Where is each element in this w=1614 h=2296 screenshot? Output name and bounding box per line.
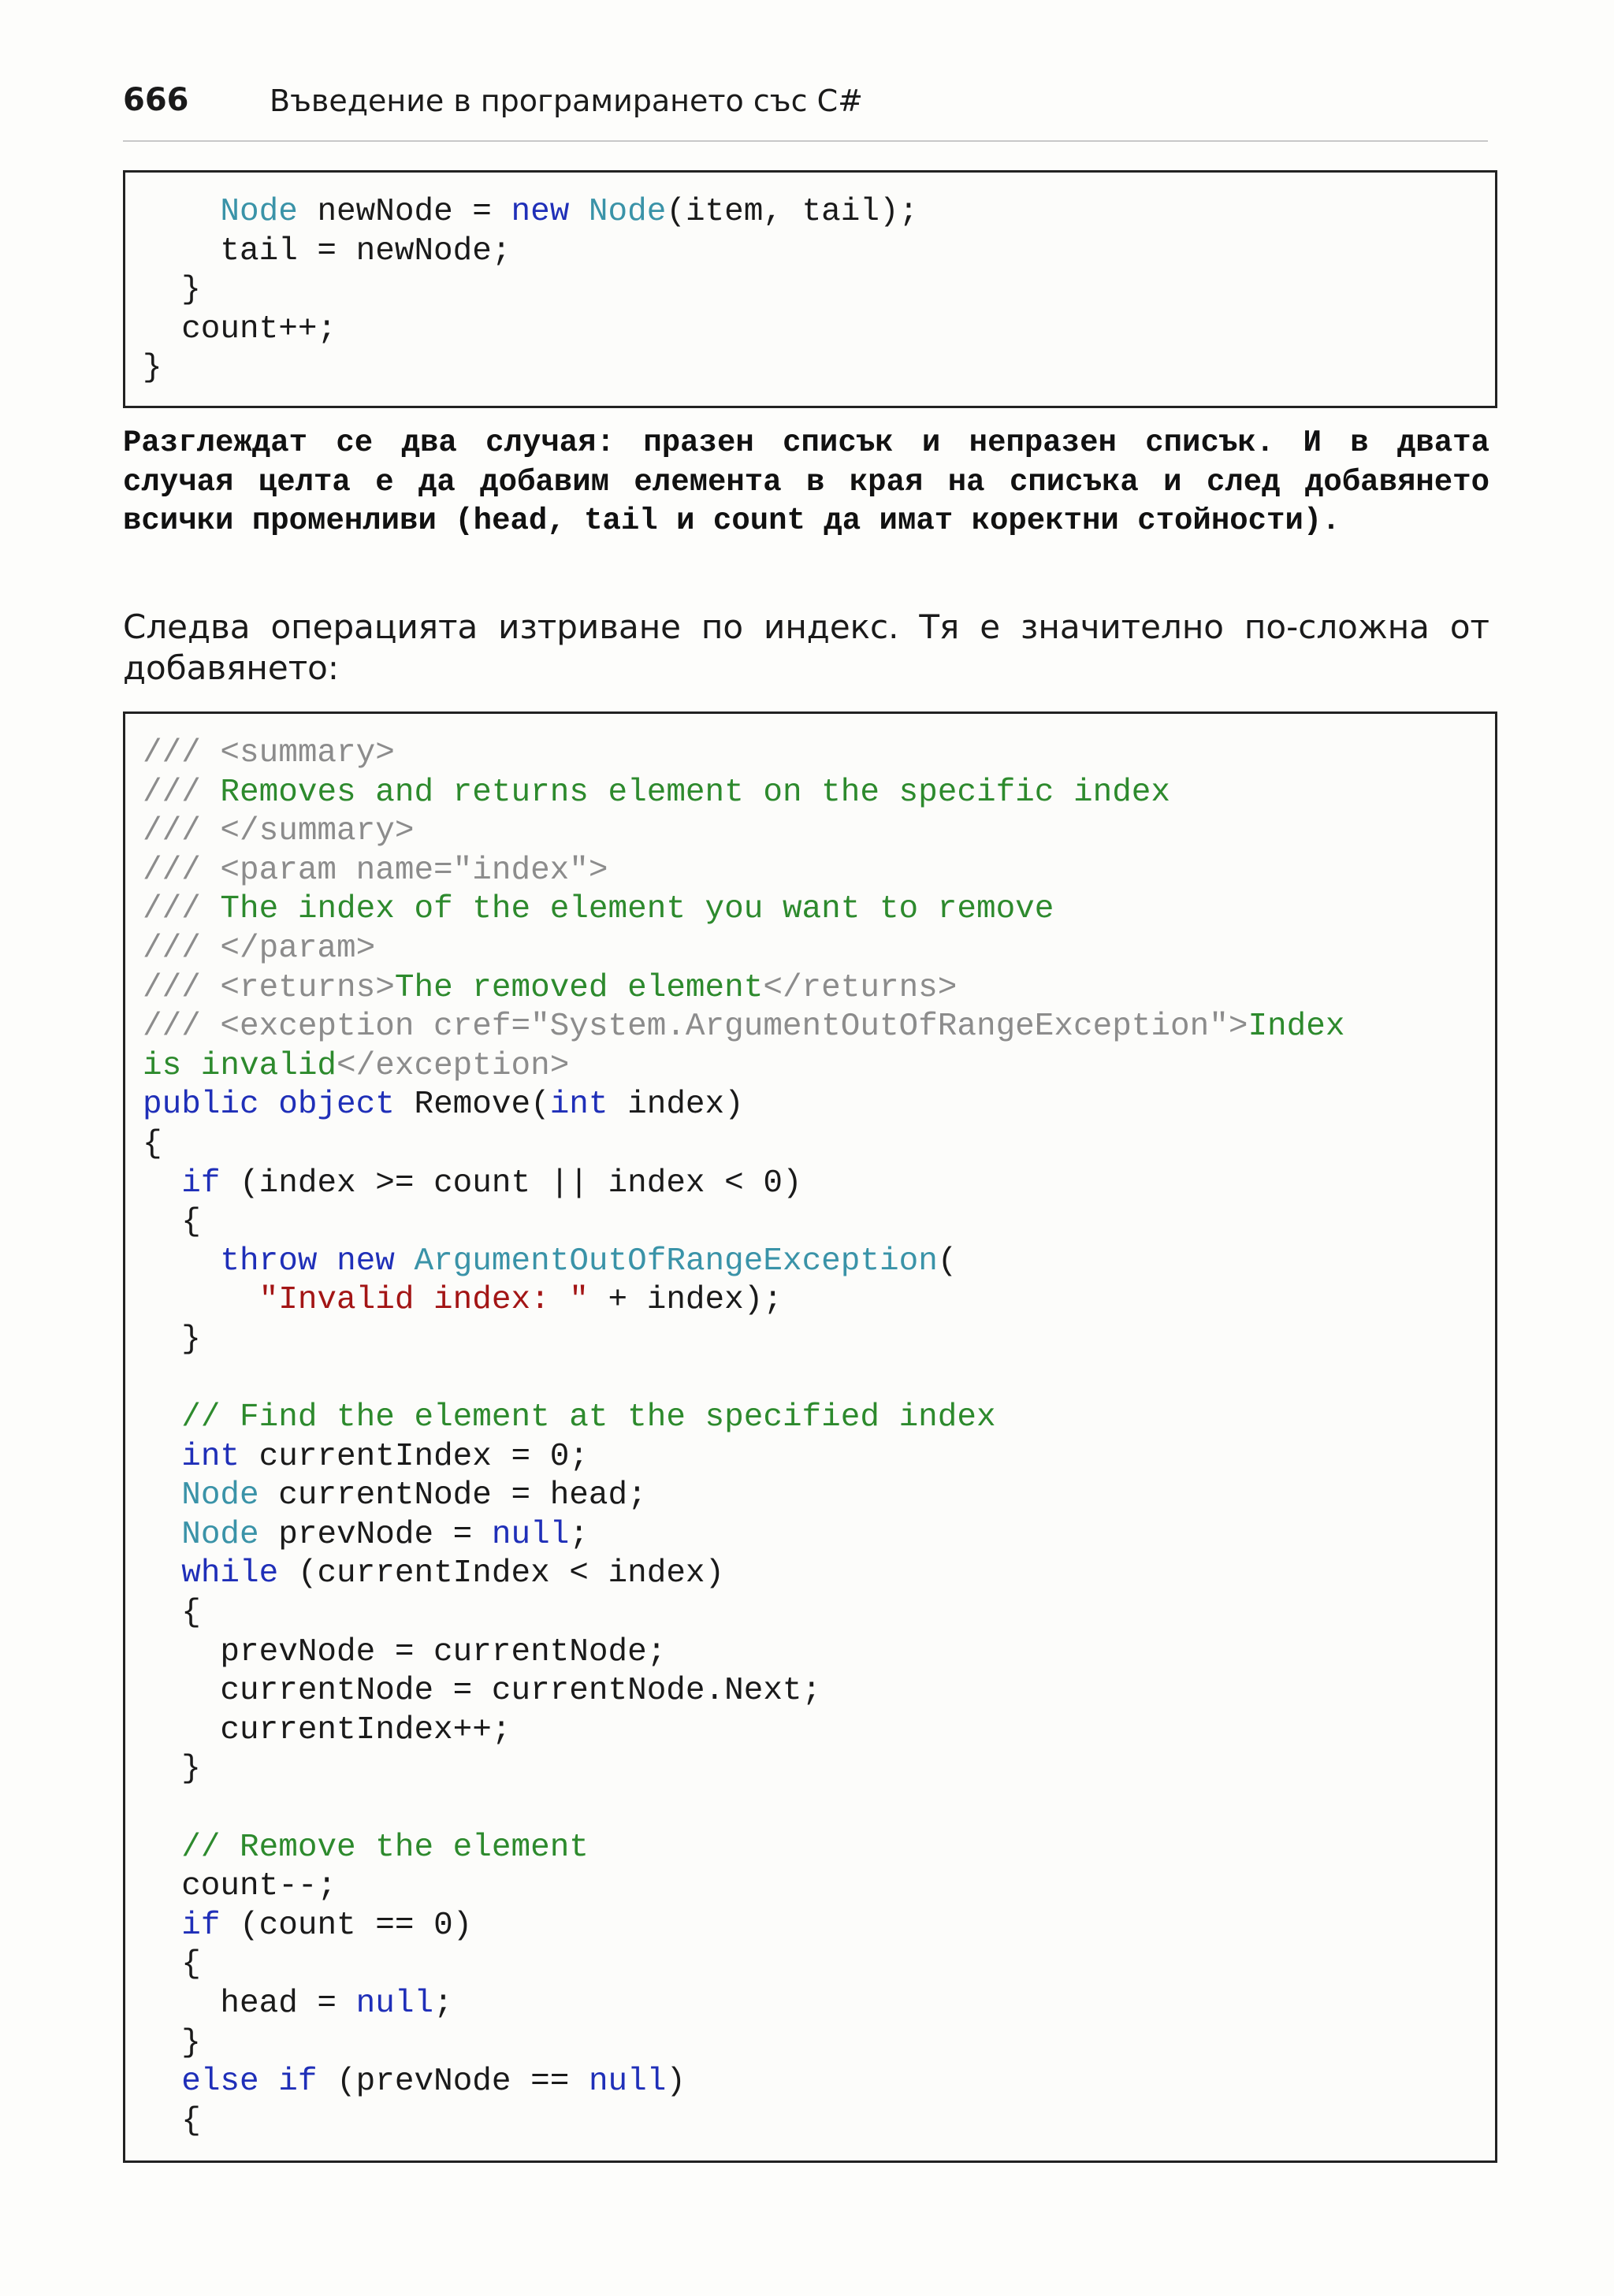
code-token: new bbox=[511, 194, 570, 230]
code-line bbox=[143, 271, 1487, 310]
code-token: } bbox=[143, 350, 162, 387]
code-token: throw bbox=[220, 1243, 318, 1280]
code-token: Index bbox=[1248, 1009, 1345, 1046]
code-token: /// <param name="index"> bbox=[143, 852, 608, 889]
code-token: /// <exception cref="System.ArgumentOutOfRangeException"> bbox=[143, 1009, 1248, 1046]
code-line bbox=[143, 2063, 1487, 2102]
code-token bbox=[395, 1243, 415, 1280]
code-token: } bbox=[143, 1751, 201, 1788]
code-token: (count == 0) bbox=[220, 1907, 473, 1944]
code-token: Remove( bbox=[394, 1087, 550, 1124]
code-token: /// </param> bbox=[143, 930, 376, 967]
code-token: while bbox=[181, 1555, 279, 1592]
code-token bbox=[143, 1165, 181, 1202]
page-number: 666 bbox=[123, 82, 189, 118]
code-token: } bbox=[143, 2024, 201, 2061]
code-line bbox=[143, 930, 1487, 969]
code-token: tail = newNode; bbox=[143, 232, 511, 269]
code-line bbox=[143, 1907, 1487, 1946]
code-token: { bbox=[143, 2102, 201, 2139]
code-token bbox=[259, 2064, 279, 2100]
code-block-add bbox=[123, 170, 1497, 408]
code-token: if bbox=[181, 1165, 221, 1202]
code-line bbox=[143, 1165, 1487, 1204]
code-line bbox=[143, 1008, 1487, 1047]
code-token: if bbox=[181, 1907, 221, 1944]
code-token: (currentIndex < index) bbox=[278, 1555, 725, 1592]
code-token bbox=[143, 1555, 181, 1592]
code-token: object bbox=[278, 1087, 395, 1124]
code-line bbox=[143, 1243, 1487, 1282]
code-token bbox=[143, 1908, 181, 1944]
page-header bbox=[123, 77, 1488, 142]
code-line bbox=[143, 349, 1487, 388]
code-token: int bbox=[549, 1087, 608, 1124]
code-line bbox=[143, 1125, 1487, 1165]
code-token: Removes and returns element on the specific index bbox=[220, 774, 1171, 811]
code-line bbox=[143, 1711, 1487, 1751]
code-token: public bbox=[143, 1087, 259, 1124]
code-token: count++; bbox=[143, 310, 337, 347]
code-token: null bbox=[588, 2064, 667, 2101]
code-token bbox=[143, 1517, 181, 1553]
code-token: new bbox=[337, 1243, 395, 1280]
code-token: { bbox=[143, 1125, 162, 1162]
code-token: ArgumentOutOfRangeException bbox=[414, 1243, 938, 1280]
code-token: } bbox=[143, 272, 201, 309]
code-line bbox=[143, 1438, 1487, 1477]
code-line bbox=[143, 310, 1487, 350]
code-line bbox=[143, 1086, 1487, 1125]
code-token bbox=[143, 1439, 181, 1475]
code-token: /// bbox=[143, 891, 221, 928]
code-token: if bbox=[278, 2064, 318, 2101]
code-token: else bbox=[181, 2064, 259, 2101]
code-line bbox=[143, 1945, 1487, 1985]
code-line bbox=[143, 1555, 1487, 1594]
code-token: int bbox=[181, 1438, 240, 1475]
code-line bbox=[143, 1399, 1487, 1438]
code-token: prevNode = currentNode; bbox=[143, 1633, 667, 1670]
code-line bbox=[143, 1750, 1487, 1789]
code-token bbox=[143, 1399, 181, 1436]
code-line bbox=[143, 852, 1487, 891]
intro-paragraph: Следва операцията изтриване по индекс. Тя е значително по-сложна от добавянето: bbox=[123, 607, 1489, 687]
code-line bbox=[143, 1477, 1487, 1516]
code-line bbox=[143, 890, 1487, 930]
code-token: /// <summary> bbox=[143, 735, 395, 771]
code-token: } bbox=[143, 1321, 201, 1358]
bold-explanation-paragraph: Разглеждат се два случая: празен списък и непразен списък. И в двата случая целта е да добавим елемента в края на списъка и след добавянето всички променливи (head, tail и count да имат коректни стойности). bbox=[123, 425, 1489, 538]
code-token: { bbox=[143, 1204, 201, 1241]
code-line bbox=[143, 232, 1487, 272]
code-line bbox=[143, 1047, 1487, 1087]
code-token bbox=[143, 194, 220, 230]
code-token: ; bbox=[569, 1516, 589, 1553]
code-token: /// bbox=[143, 774, 221, 811]
code-token: "Invalid index: " bbox=[258, 1282, 589, 1319]
code-token: count--; bbox=[143, 1868, 337, 1905]
code-token: head = bbox=[143, 1986, 356, 2022]
code-block-remove bbox=[123, 711, 1497, 2163]
code-token bbox=[317, 1243, 337, 1280]
code-token: currentNode = head; bbox=[258, 1477, 647, 1514]
code-line bbox=[143, 1633, 1487, 1673]
code-line bbox=[143, 969, 1487, 1009]
code-line bbox=[143, 1281, 1487, 1321]
code-token: is invalid bbox=[143, 1047, 337, 1084]
code-token: /// <returns> bbox=[143, 969, 395, 1006]
code-token: newNode = bbox=[297, 194, 511, 230]
code-line bbox=[143, 1360, 1487, 1399]
code-line bbox=[143, 774, 1487, 813]
code-token: (item, tail); bbox=[666, 194, 919, 230]
code-line bbox=[143, 1672, 1487, 1711]
code-token: (prevNode == bbox=[317, 2064, 589, 2101]
book-title: Въведение в програмирането със C# bbox=[270, 84, 863, 118]
code-token: Node bbox=[181, 1477, 259, 1514]
code-token: currentIndex++; bbox=[143, 1711, 511, 1748]
code-listing-remove bbox=[143, 734, 1487, 2141]
code-token: index) bbox=[608, 1087, 744, 1124]
code-token bbox=[259, 1087, 279, 1123]
code-token: + index); bbox=[588, 1282, 783, 1319]
code-line bbox=[143, 1789, 1487, 1829]
code-token: currentNode = currentNode.Next; bbox=[143, 1673, 822, 1710]
code-line bbox=[143, 1985, 1487, 2024]
code-line bbox=[143, 193, 1487, 232]
code-token bbox=[143, 1830, 181, 1866]
code-token: prevNode = bbox=[258, 1516, 492, 1553]
code-token: Node bbox=[588, 194, 667, 230]
code-token bbox=[143, 1243, 220, 1280]
code-token bbox=[569, 194, 589, 230]
code-token: null bbox=[491, 1516, 570, 1553]
code-line bbox=[143, 1594, 1487, 1633]
code-line bbox=[143, 1516, 1487, 1555]
code-line bbox=[143, 1829, 1487, 1868]
code-line bbox=[143, 1867, 1487, 1907]
code-token: ; bbox=[433, 1986, 453, 2022]
code-token: Node bbox=[181, 1516, 259, 1553]
code-token: /// </summary> bbox=[143, 813, 415, 850]
code-token: ( bbox=[937, 1243, 958, 1280]
code-token: The index of the element you want to remove bbox=[220, 891, 1054, 928]
code-token: </exception> bbox=[337, 1047, 570, 1084]
code-line bbox=[143, 2102, 1487, 2142]
code-token: { bbox=[143, 1595, 201, 1632]
code-token: ) bbox=[666, 2064, 686, 2101]
code-token: Node bbox=[220, 194, 298, 230]
code-line bbox=[143, 734, 1487, 774]
code-token: // Remove the element bbox=[181, 1829, 589, 1866]
code-token: // Find the element at the specified index bbox=[181, 1399, 996, 1436]
code-listing-add bbox=[143, 193, 1487, 388]
code-token bbox=[143, 1477, 181, 1514]
code-line bbox=[143, 1321, 1487, 1360]
code-token bbox=[143, 1282, 259, 1318]
code-line bbox=[143, 812, 1487, 852]
code-line bbox=[143, 1203, 1487, 1243]
code-line bbox=[143, 2024, 1487, 2064]
code-token: null bbox=[355, 1986, 434, 2022]
code-token: The removed element bbox=[394, 969, 764, 1006]
code-token bbox=[143, 2064, 181, 2100]
code-token: (index >= count || index < 0) bbox=[220, 1165, 802, 1202]
code-token: { bbox=[143, 1946, 201, 1983]
code-token: currentIndex = 0; bbox=[240, 1438, 589, 1475]
code-token: </returns> bbox=[763, 969, 958, 1006]
